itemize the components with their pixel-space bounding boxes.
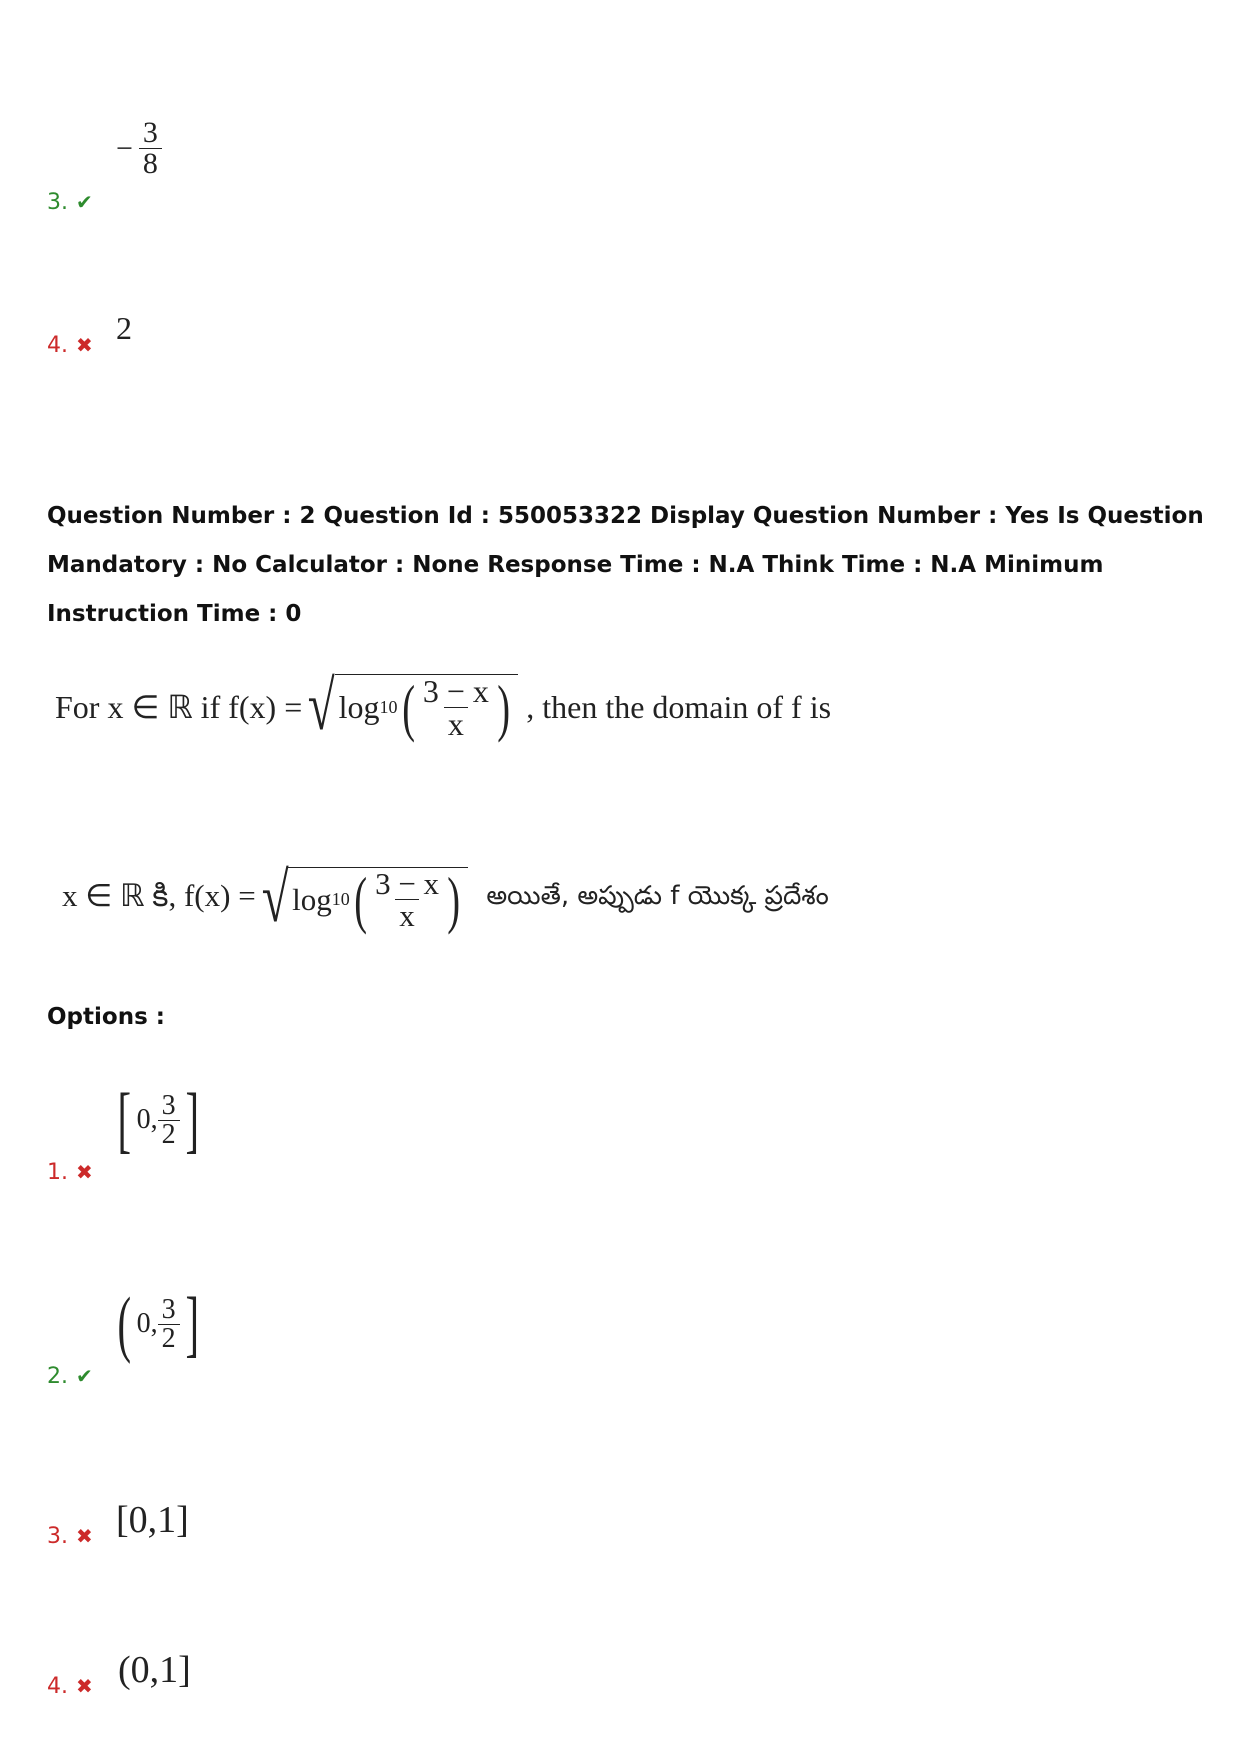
option-number: 1.: [47, 1160, 68, 1185]
close-bracket: ]: [185, 1079, 199, 1161]
fraction-numerator: 3: [161, 1089, 176, 1121]
fraction: [419, 675, 493, 740]
prev-option-4: [47, 333, 93, 358]
cross-icon: ✖: [76, 333, 93, 357]
fraction-numerator: 3: [142, 116, 158, 149]
sqrt-content: [288, 863, 468, 935]
fraction-numerator: 3 − x: [375, 866, 440, 901]
option-2-value: [112, 1283, 204, 1365]
open-bracket: [: [117, 1079, 132, 1161]
option-4[interactable]: [47, 1674, 93, 1699]
check-icon: ✔: [76, 1364, 93, 1388]
option-3[interactable]: [47, 1524, 93, 1549]
log-label: log: [292, 881, 332, 917]
log-label: log: [338, 689, 380, 725]
fraction-denominator: x: [395, 899, 419, 931]
close-bracket: ]: [185, 1283, 199, 1365]
option-number: 4.: [47, 1674, 68, 1699]
right-paren: ): [497, 671, 510, 743]
cross-icon: ✖: [76, 1674, 93, 1698]
right-paren: ): [447, 863, 461, 935]
left-paren: (: [354, 863, 367, 935]
fraction-numerator: 3: [161, 1293, 176, 1325]
cross-icon: ✖: [76, 1160, 93, 1184]
question-suffix: అయితే, అప్పుడు f యొక్క ప్రదేశం: [486, 881, 829, 911]
prev-option-3: [47, 190, 93, 215]
interval-left: 0,: [136, 1104, 158, 1135]
option-4-value: (0,1]: [118, 1649, 191, 1691]
sqrt-content: [335, 671, 519, 743]
question-prefix: For x ∈ ℝ if f(x) =: [55, 689, 303, 725]
check-icon: ✔: [76, 190, 93, 214]
minus-sign: −: [116, 131, 133, 165]
log-base: 10: [331, 889, 350, 909]
option-number: 3.: [47, 1524, 68, 1549]
fraction-denominator: 2: [158, 1324, 180, 1353]
sqrt-icon: √: [261, 860, 289, 937]
options-label: Options :: [47, 1004, 165, 1030]
sqrt-icon: √: [307, 668, 335, 745]
interval-left: 0,: [136, 1308, 158, 1339]
option-2[interactable]: [47, 1364, 93, 1389]
left-paren: (: [401, 671, 415, 743]
option-1-value: [112, 1079, 204, 1161]
option-1[interactable]: [47, 1160, 93, 1185]
question-suffix: , then the domain of f is: [526, 688, 832, 725]
prev-option-4-value: 2: [116, 310, 132, 346]
fraction: [139, 118, 162, 179]
fraction-denominator: x: [444, 707, 468, 740]
fraction-denominator: 8: [139, 148, 162, 179]
fraction-numerator: 3 − x: [422, 673, 489, 709]
option-number: 3.: [47, 190, 68, 215]
option-number: 4.: [47, 333, 68, 358]
prev-option-3-value: [116, 118, 162, 179]
fraction: [158, 1293, 180, 1354]
question-meta: Question Number : 2 Question Id : 550053322 Display Question Number : Yes Is Question Mandatory : No Calculator : None Response Time : N.A Think Time : N.A Minimum Instruction Time : 0: [47, 503, 1204, 627]
open-paren: (: [117, 1283, 132, 1365]
cross-icon: ✖: [76, 1524, 93, 1548]
fraction-denominator: 2: [158, 1120, 180, 1149]
fraction: [158, 1089, 180, 1150]
question-telugu: [62, 860, 829, 937]
fraction: [371, 868, 443, 931]
question-english: [55, 668, 832, 745]
option-number: 2.: [47, 1364, 68, 1389]
option-3-value: [0,1]: [116, 1499, 189, 1541]
question-prefix: x ∈ ℝ కి, f(x) =: [62, 877, 256, 913]
log-base: 10: [379, 697, 398, 717]
